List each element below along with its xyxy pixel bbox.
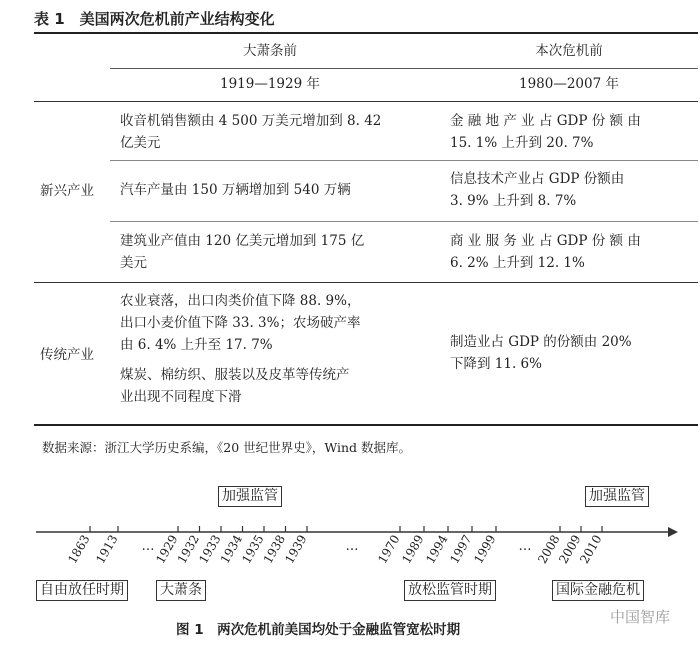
timeline-year-label: 1994 — [423, 532, 451, 566]
great-depression-box: 大萧条 — [156, 580, 206, 601]
timeline-year-label: 1932 — [174, 532, 203, 566]
table-source-note: 数据来源：浙江大学历史系编，《20 世纪世界史》，Wind 数据库。 — [42, 440, 412, 455]
timeline-year-label: 1929 — [153, 532, 181, 566]
right-cell: 金 融 地 产 业 占 GDP 份 额 由 15. 1% 上升到 20. 7% — [450, 113, 641, 151]
header-mid-rule — [110, 68, 698, 69]
timeline-year-label: 1939 — [282, 532, 310, 566]
timeline-year-label: 1934 — [217, 532, 246, 566]
col-header-current-crisis: 本次危机前 — [535, 43, 603, 59]
table-top-rule — [34, 32, 698, 34]
watermark: 中国智库 — [610, 608, 671, 626]
right-cell: 制造业占 GDP 的份额由 20% 下降到 11. 6% — [450, 334, 632, 372]
timeline-ellipsis: … — [345, 539, 359, 554]
timeline-year-label: 1935 — [239, 532, 267, 566]
right-cell: 商 业 服 务 业 占 GDP 份 额 由 6. 2% 上升到 12. 1% — [450, 233, 641, 271]
timeline-ellipsis: … — [141, 539, 155, 554]
table-bottom-rule — [34, 424, 698, 426]
timeline-year-label: 1863 — [65, 532, 93, 566]
timeline-year-label: 1938 — [260, 532, 289, 566]
timeline-year-label: 1970 — [375, 532, 403, 566]
strengthen-regulation-box-1930s: 加强监管 — [218, 486, 282, 507]
group-label-emerging: 新兴产业 — [40, 183, 94, 199]
timeline-year-label: 1997 — [447, 532, 475, 566]
deregulation-period-box: 放松监管时期 — [404, 580, 496, 601]
col-period-great-depression: 1919—1929 年 — [219, 76, 320, 92]
left-cell: 建筑业产值由 120 亿美元增加到 175 亿 美元 — [120, 233, 365, 271]
timeline-year-label: 2008 — [535, 532, 563, 566]
strengthen-regulation-box-2010s: 加强监管 — [585, 486, 649, 507]
left-cell: 汽车产量由 150 万辆增加到 540 万辆 — [120, 182, 351, 198]
table-caption: 表 1 美国两次危机前产业结构变化 — [34, 10, 275, 28]
col-header-great-depression: 大萧条前 — [243, 43, 297, 59]
left-cell: 农业衰落，出口肉类价值下降 88. 9%， 出口小麦价值下降 33. 3%；农场破产率 由 6. 4% 上升至 17. 7% 煤炭、棉纺织、服装以及皮革等传统产 业出现不同程度下滑 — [120, 293, 361, 405]
timeline-year-label: 1913 — [93, 532, 121, 566]
group-label-traditional: 传统产业 — [40, 347, 94, 363]
col-period-current-crisis: 1980—2007 年 — [518, 76, 619, 92]
timeline-year-label: 1989 — [399, 532, 427, 566]
right-cell: 信息技术产业占 GDP 份额由 3. 9% 上升到 8. 7% — [450, 171, 625, 209]
left-cell: 收音机销售额由 4 500 万美元增加到 8. 42 亿美元 — [120, 113, 382, 151]
timeline-year-label: 2010 — [577, 532, 605, 566]
row-divider — [110, 160, 698, 161]
timeline-ellipsis: … — [518, 539, 532, 554]
figure-caption: 图 1 两次危机前美国均处于金融监管宽松时期 — [176, 622, 461, 638]
laissez-faire-period-box: 自由放任时期 — [36, 580, 128, 601]
timeline-year-label: 1999 — [471, 532, 499, 566]
timeline-year-label: 2009 — [556, 532, 584, 566]
group-divider — [34, 282, 698, 283]
international-financial-crisis-box: 国际金融危机 — [552, 580, 644, 601]
timeline-arrow-icon — [668, 527, 678, 537]
header-bottom-rule — [34, 101, 698, 102]
timeline-axis-graphic — [0, 480, 700, 590]
timeline-year-label: 1933 — [196, 532, 224, 566]
row-divider — [110, 221, 698, 222]
